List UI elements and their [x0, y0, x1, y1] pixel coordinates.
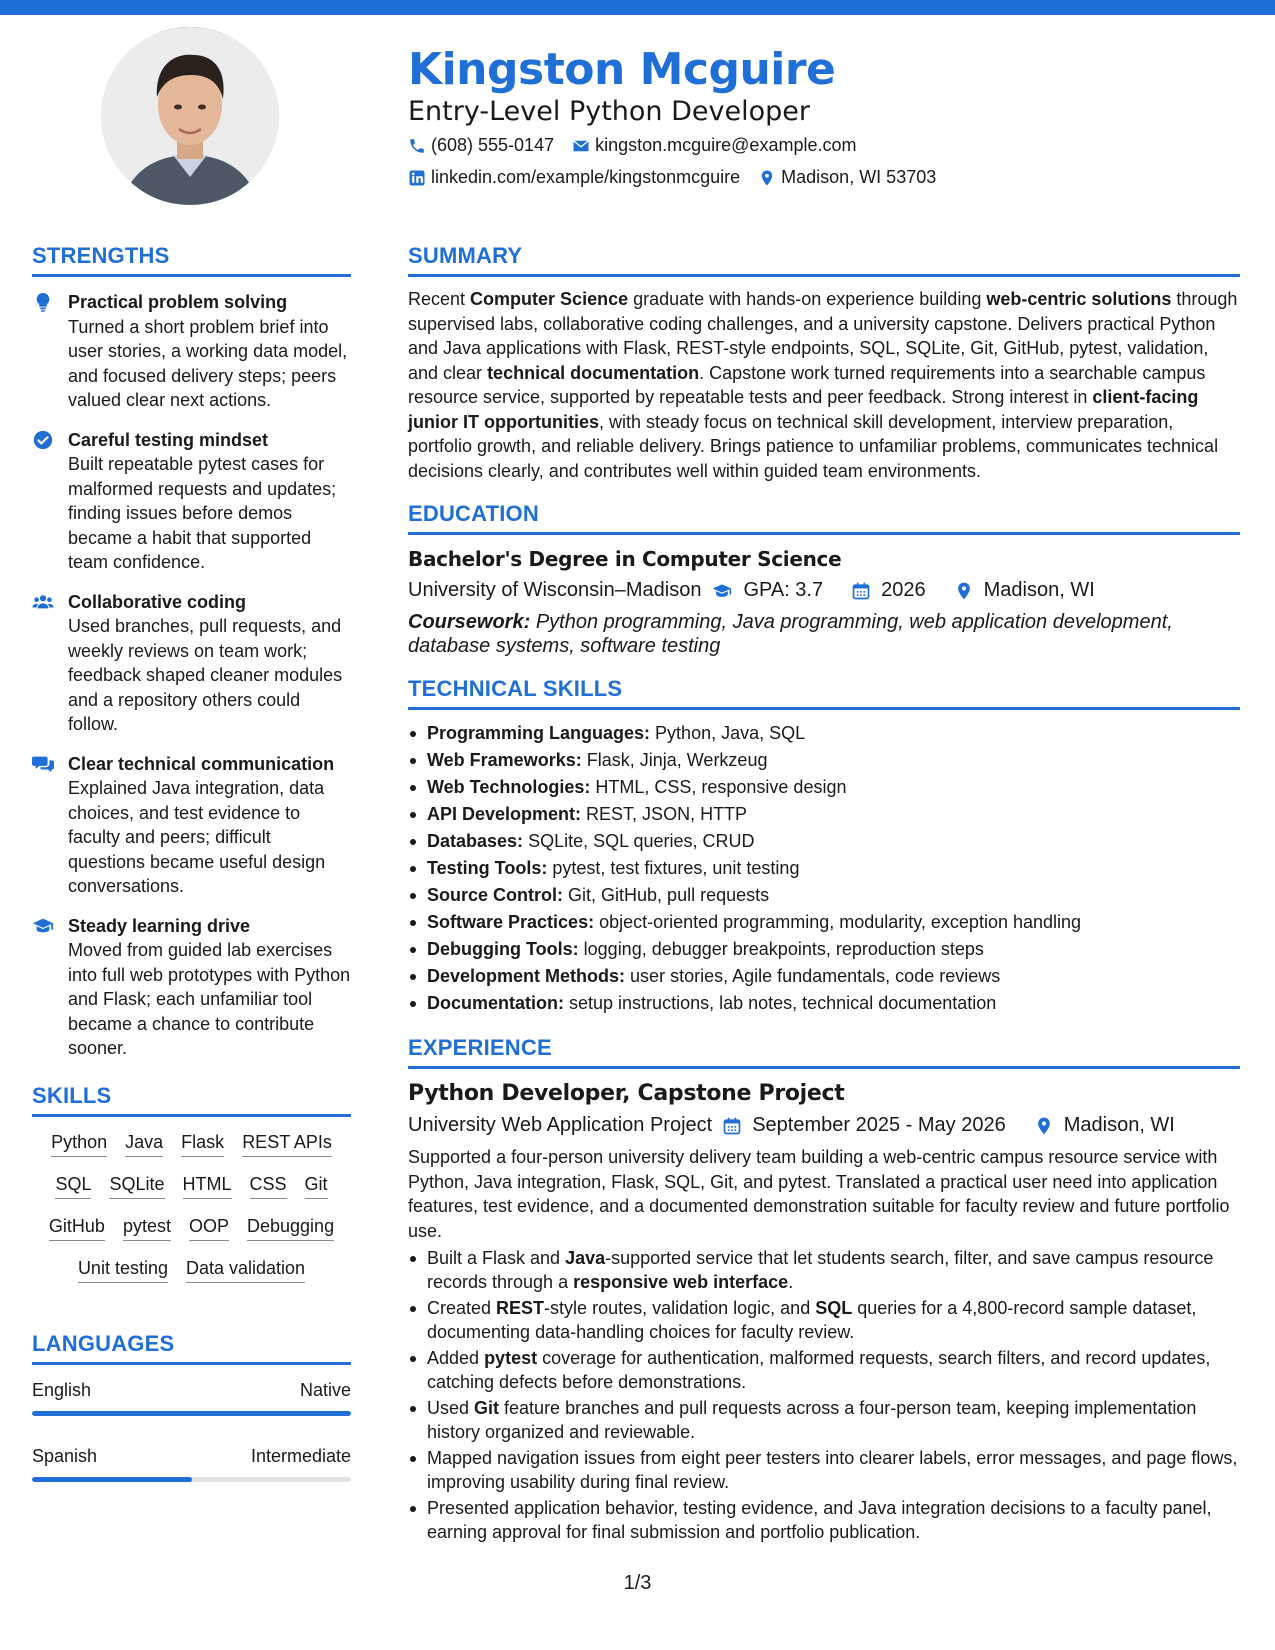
strength-title: Practical problem solving [68, 292, 288, 312]
technical-skill-item [408, 828, 1240, 855]
technical-skill-item [408, 882, 1240, 909]
summary-emphasis: client-facing junior IT opportunities [408, 387, 1199, 432]
technical-skill-label: Documentation: [427, 993, 564, 1013]
summary-text: through supervised labs, collaborative coding challenges, and a university capstone. Delivers practical Python and Java applications with Flask, REST-style endpoints, SQL, SQLite, Git, GitHub, pytest, validation, and clear [408, 289, 1238, 383]
skill-tag: Unit testing [78, 1257, 168, 1283]
language-name: Spanish [32, 1445, 98, 1466]
top-accent-bar [0, 0, 1275, 15]
strength-description: Used branches, pull requests, and weekly reviews on team work; feedback shaped cleaner modules and a repository others could follow. [68, 616, 343, 734]
technical-skill-item [408, 936, 1240, 963]
strength-item [32, 752, 351, 899]
phone-number: (608) 555-0147 [431, 135, 555, 155]
experience-bullet [408, 1446, 1240, 1494]
experience-bullet-text: -supported service that let students search, filter, and save campus resource records through a [427, 1248, 1214, 1292]
organization-name: University Web Application Project [408, 1114, 713, 1136]
technical-skill-label: Web Frameworks: [427, 750, 582, 770]
technical-skill-item [408, 963, 1240, 990]
comments-icon [32, 753, 54, 775]
avatar [101, 27, 279, 205]
page-number: 1/3 [623, 1572, 652, 1594]
technical-skill-label: Web Technologies: [427, 777, 591, 797]
skill-tag: HTML [183, 1173, 232, 1199]
school-location: Madison, WI [983, 579, 1095, 601]
coursework [408, 610, 1240, 658]
experience-bullet [408, 1496, 1240, 1544]
strength-description: Built repeatable pytest cases for malformed requests and updates; finding issues before demos became a habit that supported team confidence. [68, 454, 337, 572]
experience-bullet [408, 1246, 1240, 1294]
skill-tag: GitHub [49, 1215, 105, 1241]
skill-tag: OOP [189, 1215, 229, 1241]
graduation-cap-icon [32, 915, 54, 937]
strength-item [32, 290, 351, 413]
technical-skill-item [408, 801, 1240, 828]
section-divider [32, 1114, 351, 1117]
summary-paragraph [408, 287, 1240, 483]
experience-bullet-emphasis: Git [474, 1398, 500, 1418]
map-pin-icon [758, 169, 776, 187]
technical-skill-value: pytest, test fixtures, unit testing [552, 858, 800, 878]
technical-skill-item [408, 909, 1240, 936]
experience-bullet-text: queries for a 4,800-record sample dataset, documenting data-handling choices for faculty review. [427, 1298, 1197, 1342]
graduation-year: 2026 [881, 579, 926, 601]
experience-intro: Supported a four-person university delivery team building a web-centric campus resource service with Python, Java integration, Flask, SQL, Git, and pytest. Translated a practical user need into application features, test evidence, and a documented demonstration suitable for faculty review and future portfolio use. [408, 1147, 1230, 1241]
map-pin-icon [1034, 1116, 1054, 1136]
lightbulb-icon [32, 291, 54, 313]
technical-skill-label: Debugging Tools: [427, 939, 579, 959]
strength-item [32, 428, 351, 575]
strength-description: Moved from guided lab exercises into full web prototypes with Python and Flask; each unfamiliar tool became a chance to contribute sooner. [68, 940, 351, 1058]
left-column [32, 243, 351, 1482]
experience-bullet-text: Mapped navigation issues from eight peer testers into clearer labels, error messages, and page flows, improving usability during final review. [427, 1448, 1238, 1492]
technical-skill-value: REST, JSON, HTTP [586, 804, 748, 824]
skill-tag: SQLite [109, 1173, 164, 1199]
technical-skill-value: Python, Java, SQL [655, 723, 806, 743]
strengths-list [32, 290, 351, 1061]
experience-bullet [408, 1396, 1240, 1444]
technical-skill-label: Programming Languages: [427, 723, 651, 743]
strength-title: Collaborative coding [68, 591, 247, 612]
languages-list [32, 1380, 351, 1482]
summary-emphasis: web-centric solutions [986, 289, 1172, 309]
technical-skills-list [408, 720, 1240, 1017]
experience-location: Madison, WI [1063, 1114, 1175, 1136]
experience-bullet-text: Used [427, 1398, 475, 1418]
experience-section [408, 1035, 1240, 1544]
technical-skill-value: Git, GitHub, pull requests [568, 885, 770, 905]
linkedin-url: linkedin.com/example/kingstonmcguire [431, 167, 741, 187]
strength-body [68, 428, 351, 575]
experience-bullet-text: Added [427, 1348, 485, 1368]
experience-bullet-emphasis: REST [496, 1298, 545, 1318]
section-divider [408, 1066, 1240, 1069]
language-proficiency-bar [32, 1411, 351, 1416]
technical-skill-value: Flask, Jinja, Werkzeug [586, 750, 768, 770]
phone-icon [408, 137, 426, 155]
gpa-value: GPA: 3.7 [743, 579, 824, 601]
experience-bullet-emphasis: pytest [484, 1348, 538, 1368]
check-circle-icon [32, 429, 54, 451]
experience-bullet [408, 1346, 1240, 1394]
coursework-label: Coursework: [408, 611, 531, 633]
skill-tag: CSS [250, 1173, 287, 1199]
strength-body [68, 752, 351, 899]
candidate-name: Kingston Mcguire [408, 44, 836, 95]
technical-skill-label: API Development: [427, 804, 582, 824]
language-proficiency-bar [32, 1477, 351, 1482]
right-column [408, 243, 1240, 1546]
skill-tag: Data validation [186, 1257, 305, 1283]
strength-body [68, 590, 351, 737]
section-divider [408, 707, 1240, 710]
skill-tags [32, 1131, 351, 1283]
experience-meta [408, 1114, 1240, 1137]
section-divider [32, 274, 351, 277]
role-title: Python Developer, Capstone Project [408, 1081, 845, 1106]
skill-tag: pytest [123, 1215, 171, 1241]
strength-item [32, 914, 351, 1061]
summary-section [408, 243, 1240, 483]
summary-emphasis: technical documentation [487, 362, 700, 383]
experience-bullet-text: Created [427, 1298, 497, 1318]
technical-skill-value: user stories, Agile fundamentals, code reviews [630, 966, 1001, 986]
language-level: Intermediate [250, 1445, 351, 1466]
language-level: Native [299, 1379, 351, 1400]
location-text: Madison, WI 53703 [781, 167, 937, 187]
map-pin-icon [954, 581, 974, 601]
experience-heading: EXPERIENCE [408, 1035, 552, 1060]
strengths-section [32, 243, 351, 1061]
technical-skills-section [408, 676, 1240, 1017]
education-meta [408, 579, 1240, 602]
technical-skill-item [408, 720, 1240, 747]
technical-skill-label: Development Methods: [427, 966, 626, 986]
school-name: University of Wisconsin–Madison [408, 579, 702, 601]
strength-body [68, 290, 351, 413]
users-icon [32, 591, 54, 613]
language-item [32, 1380, 351, 1416]
email-address: kingston.mcguire@example.com [595, 135, 857, 155]
summary-text: , with steady focus on technical skill development, interview preparation, portfolio growth, and reliable delivery. Brings patience to unfamiliar problems, communicates technical decisions clearly, and contributes well within guided team environments. [408, 411, 1219, 481]
technical-skill-value: setup instructions, lab notes, technical documentation [569, 993, 997, 1013]
experience-bullets [408, 1246, 1240, 1544]
strengths-heading: STRENGTHS [32, 243, 170, 268]
skill-tag: Debugging [247, 1215, 334, 1241]
languages-section [32, 1331, 351, 1482]
summary-emphasis: Computer Science [470, 289, 629, 309]
strength-description: Explained Java integration, data choices, and test evidence to faculty and peers; difficult questions became useful design conversations. [68, 778, 326, 896]
calendar-icon [851, 581, 871, 601]
languages-heading: LANGUAGES [32, 1330, 175, 1356]
summary-text: . Capstone work turned requirements into a searchable campus resource service, supported by repeatable tests and peer feedback. Strong interest in [408, 362, 1206, 407]
language-labels [32, 1380, 351, 1401]
section-divider [32, 1362, 351, 1365]
language-labels [32, 1446, 351, 1467]
experience-bullet-text: . [788, 1272, 794, 1292]
strength-item [32, 590, 351, 737]
experience-bullet-text: Built a Flask and [427, 1248, 566, 1268]
skill-tag: Flask [181, 1131, 224, 1157]
skill-tag: REST APIs [242, 1131, 332, 1157]
experience-bullet-emphasis: responsive web interface [573, 1272, 789, 1292]
skills-section [32, 1083, 351, 1283]
experience-bullet-text: -style routes, validation logic, and [544, 1298, 816, 1318]
contact-location [758, 167, 936, 188]
section-divider [408, 532, 1240, 535]
candidate-headline: Entry-Level Python Developer [408, 96, 810, 127]
experience-bullet-text: Presented application behavior, testing evidence, and Java integration decisions to a faculty panel, earning approval for final submission and portfolio publication. [427, 1498, 1212, 1542]
experience-bullet-emphasis: SQL [815, 1298, 853, 1318]
technical-skill-item [408, 990, 1240, 1017]
technical-skill-value: SQLite, SQL queries, CRUD [528, 831, 755, 851]
technical-skill-value: logging, debugger breakpoints, reproduction steps [583, 939, 984, 959]
summary-heading: SUMMARY [408, 243, 523, 268]
skill-tag: Java [125, 1131, 163, 1157]
strength-description: Turned a short problem brief into user stories, a working data model, and focused delivery steps; peers valued clear next actions. [68, 316, 348, 410]
strength-body [68, 914, 351, 1061]
contact-linkedin[interactable] [408, 167, 740, 188]
experience-dates: September 2025 - May 2026 [752, 1114, 1006, 1136]
degree-title: Bachelor's Degree in Computer Science [408, 547, 842, 571]
education-heading: EDUCATION [408, 501, 539, 526]
education-section [408, 501, 1240, 658]
strength-title: Steady learning drive [68, 915, 251, 936]
calendar-icon [722, 1116, 742, 1136]
experience-bullet [408, 1296, 1240, 1344]
experience-bullet-text: feature branches and pull requests across a four-person team, keeping implementation history organized and reviewable. [427, 1398, 1197, 1442]
summary-text: Recent [408, 289, 471, 309]
language-proficiency-fill [32, 1477, 192, 1482]
strength-title: Careful testing mindset [68, 429, 269, 450]
strength-title: Clear technical communication [68, 753, 335, 774]
language-name: English [32, 1379, 92, 1400]
contact-email[interactable] [572, 135, 856, 156]
experience-bullet-emphasis: Java [565, 1248, 606, 1268]
skill-tag: SQL [55, 1173, 91, 1199]
technical-skills-heading: TECHNICAL SKILLS [408, 676, 623, 701]
technical-skill-label: Databases: [427, 831, 524, 851]
skill-tag: Python [51, 1131, 107, 1157]
summary-text: graduate with hands-on experience building [628, 289, 987, 309]
technical-skill-item [408, 747, 1240, 774]
contact-phone[interactable] [408, 135, 554, 156]
section-divider [408, 274, 1240, 277]
technical-skill-label: Source Control: [427, 885, 564, 905]
technical-skill-label: Testing Tools: [427, 858, 548, 878]
graduation-cap-icon [711, 581, 733, 601]
coursework-list: Python programming, Java programming, web application development, database systems, software testing [408, 611, 1173, 657]
technical-skill-label: Software Practices: [427, 912, 595, 932]
contact-row-secondary [408, 167, 936, 188]
language-item [32, 1446, 351, 1482]
technical-skill-item [408, 774, 1240, 801]
envelope-icon [572, 137, 590, 155]
contact-row-primary [408, 135, 856, 156]
technical-skill-value: object-oriented programming, modularity, exception handling [599, 912, 1082, 932]
linkedin-icon [408, 169, 426, 187]
technical-skill-value: HTML, CSS, responsive design [595, 777, 847, 797]
skills-heading: SKILLS [32, 1082, 112, 1108]
language-proficiency-fill [32, 1411, 351, 1416]
technical-skill-item [408, 855, 1240, 882]
experience-bullet-text: coverage for authentication, malformed requests, search filters, and record updates, catching defects before demonstrations. [427, 1348, 1211, 1392]
skill-tag: Git [305, 1173, 328, 1199]
